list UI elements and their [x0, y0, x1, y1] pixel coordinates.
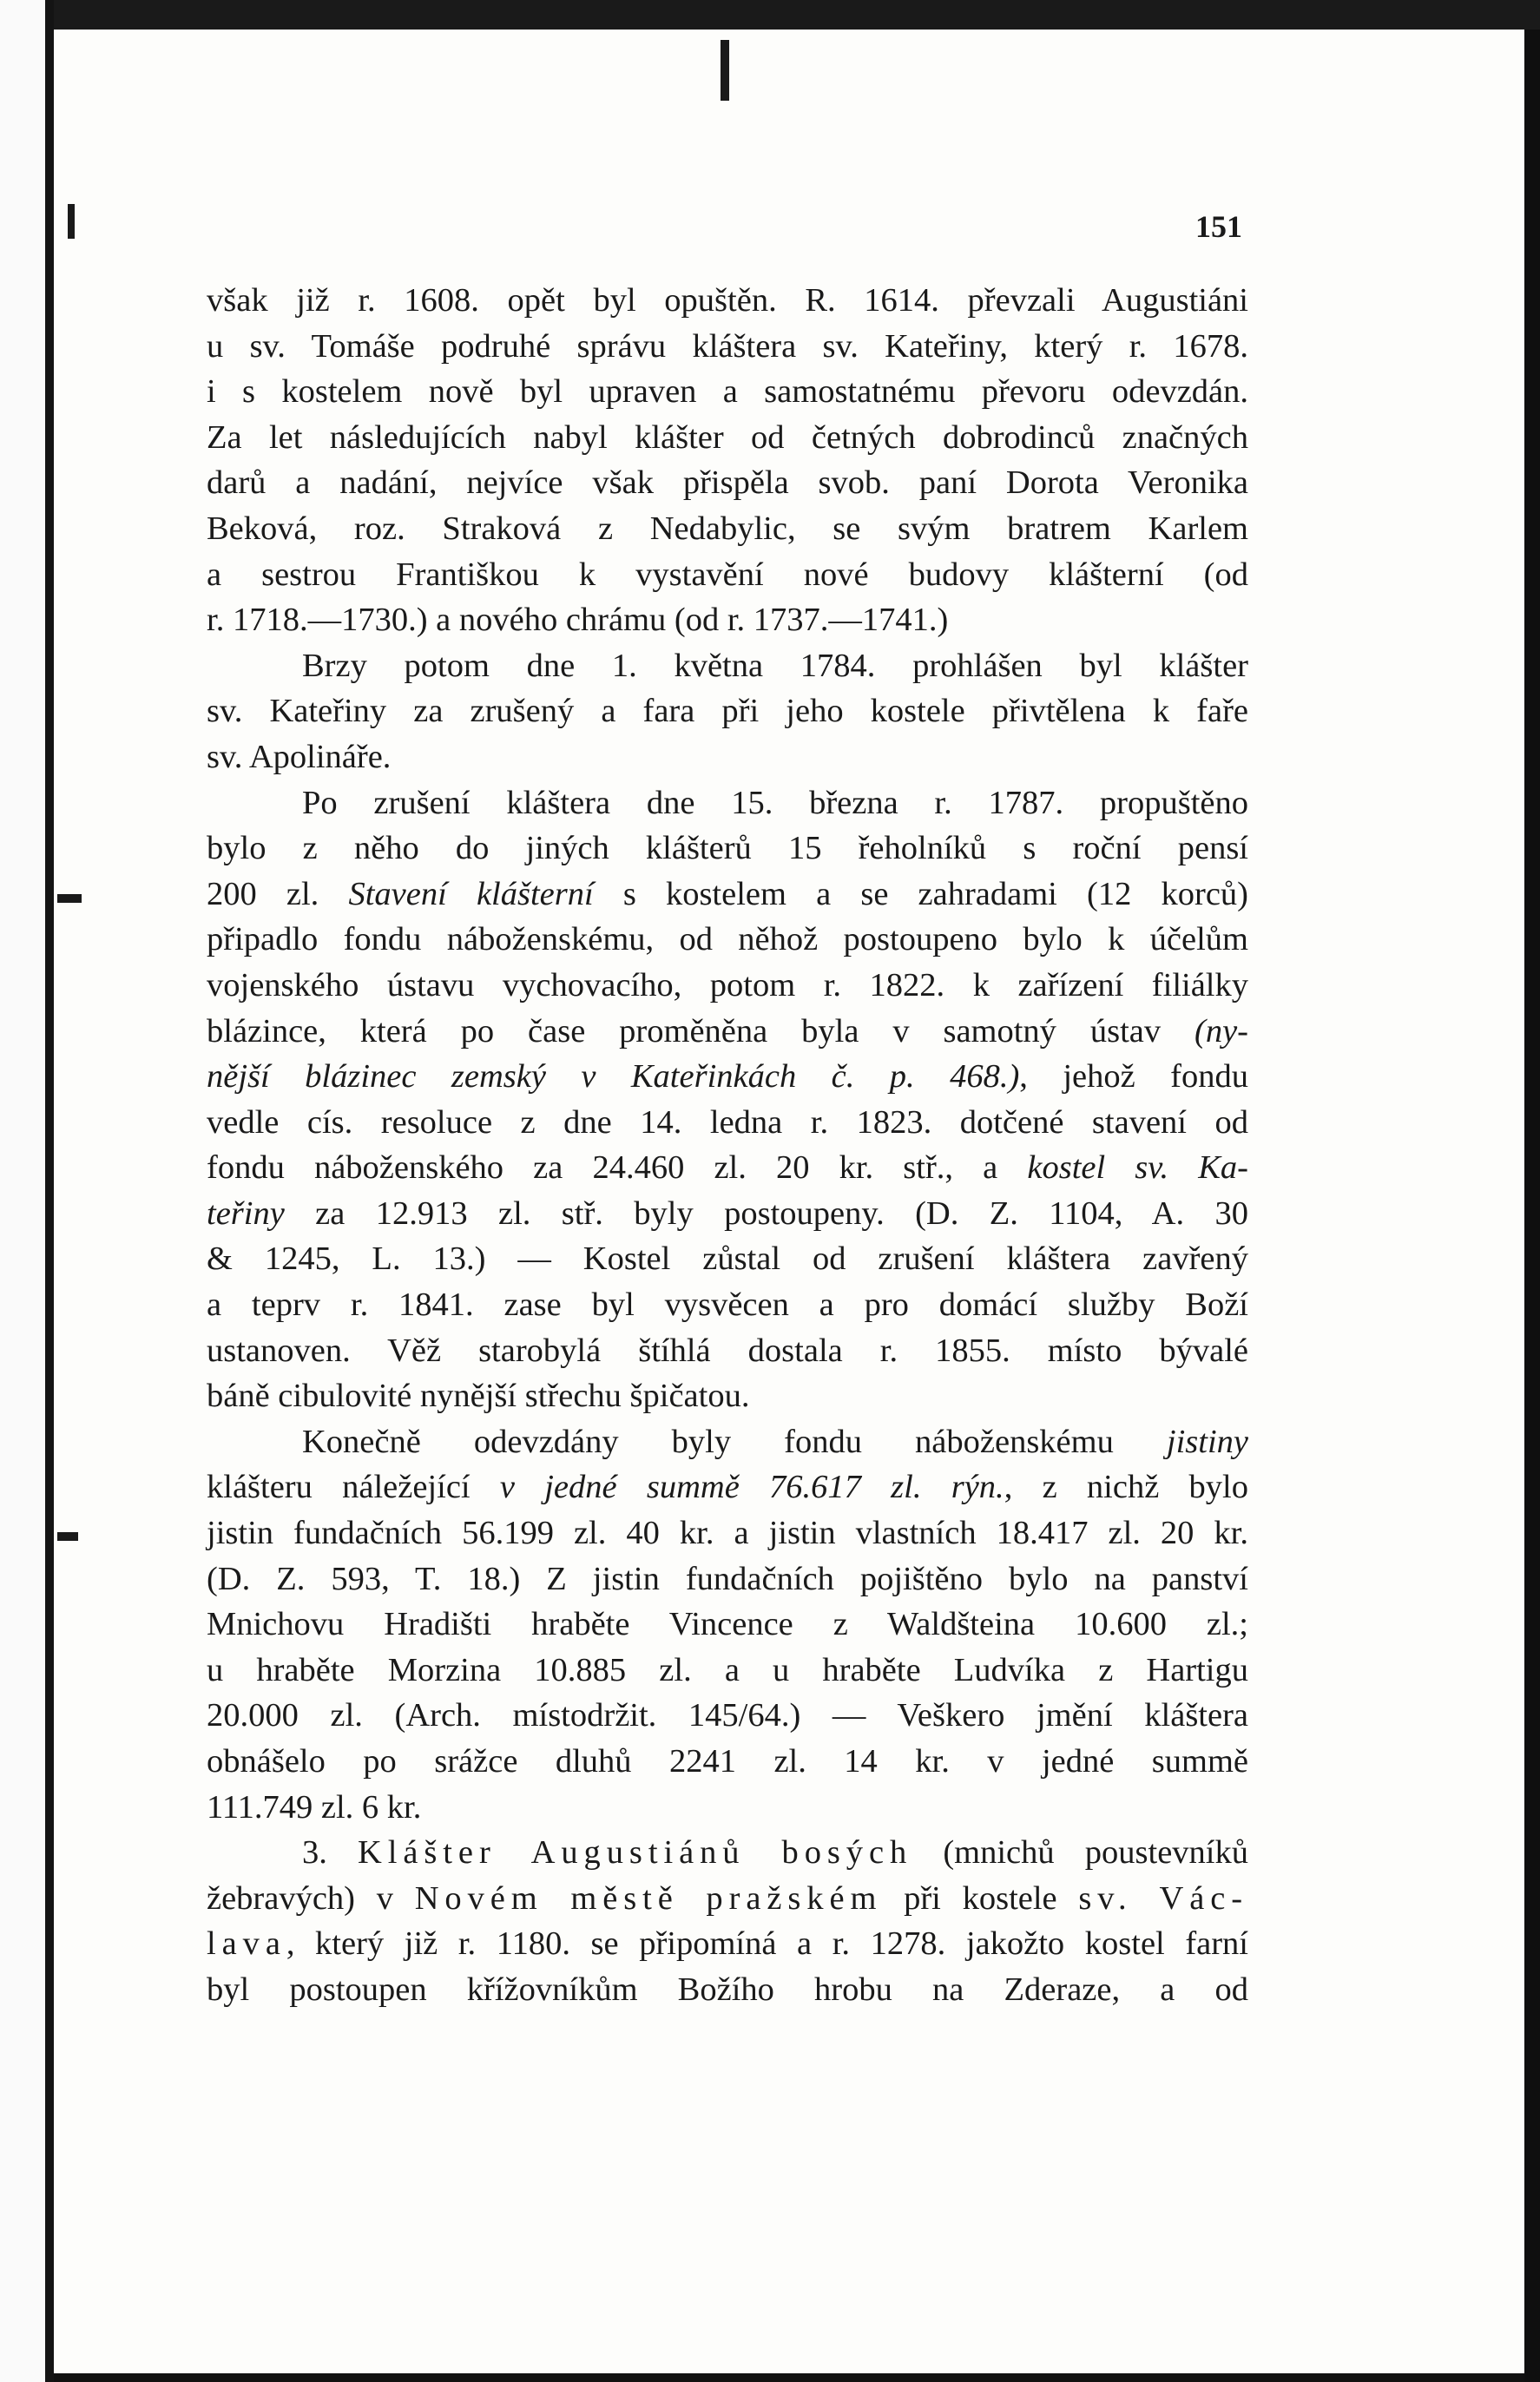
italic-run: Stavení klášterní [348, 875, 594, 912]
text-line: Mnichovu Hradišti hraběte Vincence z Waldšteina 10.600 zl.; [207, 1606, 1248, 1643]
text-line: darů a nadání, nejvíce však přispěla svob. paní Dorota Veronika [207, 464, 1248, 502]
italic-run: nější blázinec zemský v Kateřinkách č. p. 468.) [207, 1058, 1020, 1096]
text-line: & 1245, L. 13.) — Kostel zůstal od zrušení kláštera zavřený [207, 1240, 1248, 1278]
page-number: 151 [1195, 209, 1242, 244]
text-line [207, 1419, 1248, 1465]
text-line: a teprv r. 1841. zase byl vysvěcen a pro domácí služby Boží [207, 1286, 1248, 1324]
scan-artifact [68, 204, 75, 239]
text-run: Konečně odevzdány byly fondu náboženskému [302, 1423, 1167, 1460]
spaced-run: Novém městě pražském [414, 1879, 883, 1917]
text-line: Brzy potom dne 1. května 1784. prohlášen byl klášter [302, 647, 1248, 684]
italic-run: teřiny [207, 1194, 285, 1232]
spaced-run: Klášter Augustiánů bosých [358, 1834, 913, 1872]
text-line: Za let následujících nabyl klášter od četných dobrodinců značných [207, 418, 1248, 456]
text-run: 200 zl. [207, 875, 349, 912]
text-line: u hraběte Morzina 10.885 zl. a u hraběte Ludvíka z Hartigu [207, 1651, 1248, 1688]
spaced-run: sv. Vác- [1078, 1879, 1248, 1917]
text-run: , který již r. 1180. se připomíná a r. 1278. jakožto kostel farní [286, 1925, 1248, 1963]
text-line [207, 1830, 1248, 1876]
scan-artifact [57, 894, 82, 903]
text-line: sv. Apolináře. [207, 738, 392, 775]
scan-artifact [721, 40, 729, 101]
text-line: r. 1718.—1730.) a nového chrámu (od r. 1737.—1741.) [207, 602, 949, 639]
text-line: ustanoven. Věž starobylá štíhlá dostala r. 1855. místo bývalé [207, 1332, 1248, 1369]
text-run: blázince, která po čase proměněna byla v samotný ústav [207, 1012, 1195, 1050]
text-run: 3. [302, 1834, 359, 1872]
text-line [207, 1921, 1248, 1967]
text-line: 111.749 zl. 6 kr. [207, 1788, 422, 1826]
text-line: obnášelo po srážce dluhů 2241 zl. 14 kr. v jedné summě [207, 1743, 1248, 1780]
text-run: při kostele [882, 1879, 1079, 1917]
scan-artifact [57, 1532, 78, 1541]
text-line: 20.000 zl. (Arch. místodržit. 145/64.) — Veškero jmění kláštera [207, 1697, 1248, 1734]
text-line: i s kostelem nově byl upraven a samostatnému převoru odevzdán. [207, 373, 1248, 411]
text-line: (D. Z. 593, T. 18.) Z jistin fundačních pojištěno bylo na panství [207, 1560, 1248, 1597]
italic-run: kostel sv. Ka- [1027, 1149, 1249, 1187]
text-line: bylo z něho do jiných klášterů 15 řeholníků s roční pensí [207, 830, 1248, 867]
text-line [207, 1876, 1248, 1922]
text-line [207, 1145, 1248, 1191]
italic-run: (ny- [1194, 1012, 1248, 1050]
text-line [207, 1191, 1248, 1237]
body-text [207, 278, 1248, 2013]
text-line: byl postoupen křížovníkům Božího hrobu na Zderaze, a od [207, 1971, 1248, 2008]
scan-left-margin [0, 0, 45, 2382]
text-line: připadlo fondu náboženskému, od něhož postoupeno bylo k účelům [207, 921, 1248, 958]
text-run: , jehož fondu [1019, 1058, 1248, 1096]
text-line: a sestrou Františkou k vystavění nové budovy klášterní (od [207, 556, 1248, 593]
scan-right-edge [1524, 30, 1540, 2382]
text-line: vedle cís. resoluce z dne 14. ledna r. 1823. dotčené stavení od [207, 1103, 1248, 1141]
text-line: u sv. Tomáše podruhé správu kláštera sv. Kateřiny, který r. 1678. [207, 327, 1248, 365]
text-line: však již r. 1608. opět byl opuštěn. R. 1614. převzali Augustiáni [207, 282, 1248, 319]
text-run: fondu náboženského za 24.460 zl. 20 kr. stř., a [207, 1149, 1028, 1187]
italic-run: jistiny [1166, 1423, 1248, 1460]
text-line [207, 1009, 1248, 1055]
scan-top-edge [54, 0, 1540, 30]
text-run: , z nichž bylo [1004, 1469, 1248, 1506]
text-line: Po zrušení kláštera dne 15. března r. 1787. propuštěno [302, 784, 1248, 821]
text-run: klášteru náležející [207, 1469, 500, 1506]
text-line: jistin fundačních 56.199 zl. 40 kr. a jistin vlastních 18.417 zl. 20 kr. [207, 1515, 1248, 1552]
scan-binding-shadow [45, 0, 54, 2382]
text-run: s kostelem a se zahradami (12 korců) [593, 875, 1248, 912]
text-line [207, 1054, 1248, 1100]
text-line [207, 1464, 1248, 1510]
italic-run: v jedné summě 76.617 zl. rýn. [499, 1469, 1004, 1506]
text-line [207, 872, 1248, 918]
text-line: báně cibulovité nynější střechu špičatou. [207, 1378, 750, 1415]
text-run: za 12.913 zl. stř. byly postoupeny. (D. Z. 1104, A. 30 [284, 1194, 1248, 1232]
text-run: žebravých) v [207, 1879, 415, 1917]
text-line: sv. Kateřiny za zrušený a fara při jeho kostele přivtělena k faře [207, 693, 1248, 730]
spaced-run: lava [207, 1925, 286, 1963]
text-line: Beková, roz. Straková z Nedabylic, se svým bratrem Karlem [207, 510, 1248, 547]
text-line: vojenského ústavu vychovacího, potom r. 1822. k zařízení filiálky [207, 966, 1248, 1003]
text-run: (mnichů poustevníků [912, 1834, 1248, 1872]
